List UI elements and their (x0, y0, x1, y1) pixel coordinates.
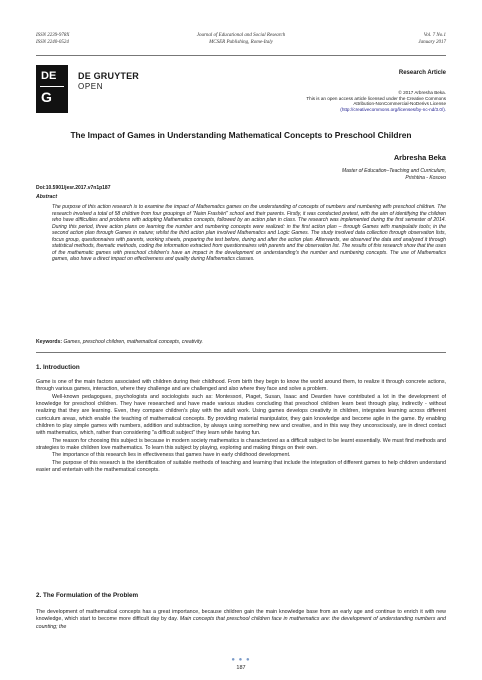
publisher-line: MCSER Publishing, Rome-Italy (209, 39, 273, 45)
paragraph: The importance of this research lies in effectiveness that games have in early childhood development. (52, 452, 291, 459)
license-line-2: Attribution-NonCommercial-NoDerivs License (353, 101, 446, 107)
journal-title: Journal of Educational and Social Research (196, 33, 286, 38)
publisher-sub: OPEN (78, 82, 104, 91)
volume: Vol. 7 No.1 (423, 33, 446, 38)
paragraph: The reason for choosing this subject is because in modern society mathematics is characterized as a difficult subject to be learnt essentially. We must find methods and strategies to make children love mathematics. To learn this subject by playing, exploring and making things on their own. (36, 437, 446, 452)
affiliation-line-2: Prishtina - Kosovo (405, 174, 446, 181)
abstract-divider (36, 352, 446, 353)
footer-dots: ● ● ● (231, 657, 251, 663)
publisher-name: DE GRUYTER (78, 71, 140, 81)
license-link[interactable]: (http://creativecommons.org/licenses/by-nc-nd/3.0/). (340, 106, 446, 112)
degruyter-logo (36, 65, 68, 113)
header-rule (36, 55, 446, 56)
issn-online: ISSN 2240-0524 (36, 39, 69, 45)
issn-print: ISSN 2239-978X (36, 33, 70, 38)
article-title: The Impact of Games in Understanding Mathematical Concepts to Preschool Children (70, 130, 412, 140)
doi[interactable]: Doi:10.5901/jesr.2017.v7n1p187 (36, 185, 111, 191)
issue-date: January 2017 (418, 39, 446, 45)
logo-divider (40, 86, 64, 87)
issue-block (418, 33, 446, 46)
paragraph: Well-known pedagogues, psychologists and sociologists such as: Montessori, Piaget, Susan, Isaac and Dearden have contributed a lot in the development of knowledge for preschool children. They have researched and have made various studies concluding that preschool children learn best through play, indirectly - without realizing that they are learning. Even, they compare children's play with the adult work. Using games develops creativity in children, integrates learning across different curriculum areas, which enable the teaching of mathematical concepts. By providing material manipulator, they gain knowledge and become agile in the game. By enabling children to play simple games with numbers, addition and subtraction, by always using something new and creative, and in this way they unconsciously, are in direct contact with mathematics, which, rather than considering "a difficult subject" they learn while having fun. (36, 393, 446, 437)
journal-block (0, 33, 482, 46)
keywords-text: Games, preschool children, mathematical concepts, creativity. (63, 339, 203, 345)
page-number: 187 (236, 665, 246, 671)
keywords-label: Keywords: (36, 339, 63, 345)
problem-paragraph (36, 609, 446, 631)
intro-paragraphs (36, 379, 446, 474)
paragraph: Game is one of the main factors associated with children during their childhood. From birth they begin to know the world around them, to realize it through concrete actions, through various games, interaction, where they challenge and are challenged and also where they face and solve a problem. (36, 379, 446, 393)
section-heading-problem: 2. The Formulation of the Problem (36, 592, 139, 599)
paragraph-italic-tail: Main concepts that preschool children face in mathematics are: the development of understanding numbers and counting; the (36, 616, 447, 630)
abstract-heading: Abstract (36, 194, 58, 200)
affiliation-line-1: Master of Education–Teaching and Curriculum, (341, 168, 446, 174)
license-block (186, 90, 446, 112)
logo-letters-top: DE (41, 70, 57, 82)
copyright-line: © 2017 Arbresha Beka. (398, 90, 446, 95)
article-type: Research Article (398, 70, 446, 76)
author-name: Arbresha Beka (393, 153, 446, 162)
logo-letter-bottom: G (41, 89, 52, 105)
affiliation (342, 168, 446, 181)
paragraph: The development of mathematical concepts has a great importance, because children gain the main knowledge base from an early age and continue to enrich it with new knowledge, which start to become more difficult day by day. (36, 609, 446, 623)
paragraph: The purpose of this research is the identification of suitable methods of teaching and learning that include the integration of different games to help children understand easier and entertain with the mathematical concepts. (36, 459, 446, 474)
section-heading-introduction: 1. Introduction (36, 364, 80, 371)
keywords (36, 339, 203, 345)
abstract-text: The purpose of this action research is to examine the impact of Mathematics games on the understanding of concepts of numbers and numbering with preschool children. The research involved a total of 58 children from four groupings of "Naim Frashëri" school and their parents. Firstly, it was conducted pretest, with the aim of identifying the children who have difficulties and problems with adopting Mathematics concepts, followed by an action plan in class. The research was implemented during the first semester of 2014. During this period, three action plans on learning the number and numbering concepts were realized: in the first action plan – through Games with manipulativ tools; in the second action plan through Games in nature; whilst the third action plan involved Mathematics and Logic Games. The study involved data collection through observation lists, focus group, questionnaires with parents, working sheets, preparing the test before, during and after the action plan. Afterwards, we observed the data and analyzed it through statistical methods, thematic methods, coding the information extracted from questionnaires with parents and the observation list. The results of this research show that the uses of the mathematic games with preschool children's have an impact in the development on understanding's the number and numbering concepts. The use of Mathematics games, also have a direct impact on effectiveness and quality during Mathematics classes. (52, 204, 446, 263)
license-line-1: This is an open access article licensed under the Creative Commons (306, 95, 446, 101)
